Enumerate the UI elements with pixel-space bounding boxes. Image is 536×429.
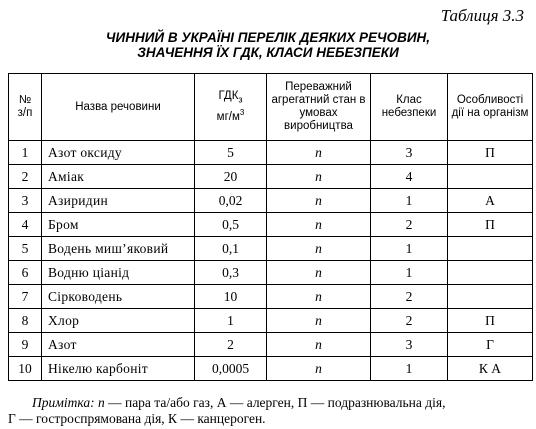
cell-effect: К А	[448, 357, 533, 381]
cell-pdk-value: 0,02	[195, 189, 267, 213]
header-pdk-unit-exponent: 3	[239, 108, 245, 118]
cell-aggregate-state: п	[267, 141, 371, 165]
cell-number: 5	[9, 237, 42, 261]
cell-number: 6	[9, 261, 42, 285]
cell-number: 9	[9, 333, 42, 357]
header-number-abbr: з/п	[17, 107, 33, 119]
cell-substance-name: Сірководень	[42, 285, 195, 309]
table-row	[9, 357, 533, 381]
header-pdk	[195, 74, 267, 141]
cell-substance-name: Азиридин	[42, 189, 195, 213]
cell-aggregate-state: п	[267, 261, 371, 285]
cell-hazard-class: 4	[371, 165, 448, 189]
cell-hazard-class: 2	[371, 309, 448, 333]
cell-substance-name: Нікелю карбоніт	[42, 357, 195, 381]
cell-substance-name: Азот	[42, 333, 195, 357]
table-row	[9, 333, 533, 357]
cell-aggregate-state: п	[267, 309, 371, 333]
cell-substance-name: Водень миш’яковий	[42, 237, 195, 261]
cell-number: 4	[9, 213, 42, 237]
cell-number: 3	[9, 189, 42, 213]
header-pdk-subscript: з	[238, 94, 243, 105]
cell-substance-name: Аміак	[42, 165, 195, 189]
table-row	[9, 165, 533, 189]
cell-number: 2	[9, 165, 42, 189]
cell-pdk-value: 10	[195, 285, 267, 309]
header-number	[9, 74, 42, 141]
cell-aggregate-state: п	[267, 333, 371, 357]
substances-table	[8, 73, 533, 381]
cell-aggregate-state: п	[267, 357, 371, 381]
cell-effect	[448, 165, 533, 189]
cell-hazard-class: 1	[371, 261, 448, 285]
cell-aggregate-state: п	[267, 213, 371, 237]
cell-hazard-class: 2	[371, 213, 448, 237]
cell-number: 10	[9, 357, 42, 381]
footnote	[8, 395, 532, 427]
table-title	[0, 30, 536, 60]
table-row	[9, 189, 533, 213]
table-row	[9, 285, 533, 309]
title-line-1: ЧИННИЙ В УКРАЇНІ ПЕРЕЛІК ДЕЯКИХ РЕЧОВИН,	[105, 30, 431, 45]
table-row	[9, 237, 533, 261]
cell-effect: П	[448, 213, 533, 237]
cell-number: 1	[9, 141, 42, 165]
cell-pdk-value: 0,3	[195, 261, 267, 285]
cell-number: 7	[9, 285, 42, 309]
header-class: Клас небезпеки	[371, 74, 448, 141]
cell-pdk-value: 20	[195, 165, 267, 189]
header-row	[9, 74, 533, 141]
header-number-symbol: №	[18, 94, 32, 106]
cell-substance-name: Хлор	[42, 309, 195, 333]
cell-aggregate-state: п	[267, 285, 371, 309]
cell-hazard-class: 2	[371, 285, 448, 309]
title-line-2: ЗНАЧЕННЯ ЇХ ГДК, КЛАСИ НЕБЕЗПЕКИ	[137, 45, 399, 60]
cell-pdk-value: 5	[195, 141, 267, 165]
cell-hazard-class: 3	[371, 141, 448, 165]
cell-aggregate-state: п	[267, 165, 371, 189]
cell-effect: П	[448, 141, 533, 165]
footnote-symbol: п	[97, 395, 105, 410]
cell-hazard-class: 1	[371, 189, 448, 213]
cell-substance-name: Бром	[42, 213, 195, 237]
cell-hazard-class: 3	[371, 333, 448, 357]
header-pdk-unit: мг/м	[216, 111, 240, 124]
cell-effect	[448, 285, 533, 309]
cell-effect: Г	[448, 333, 533, 357]
cell-pdk-value: 0,5	[195, 213, 267, 237]
table-row	[9, 309, 533, 333]
table-row	[9, 141, 533, 165]
cell-pdk-value: 0,0005	[195, 357, 267, 381]
cell-effect	[448, 237, 533, 261]
cell-hazard-class: 1	[371, 237, 448, 261]
table-row	[9, 261, 533, 285]
cell-pdk-value: 1	[195, 309, 267, 333]
header-state: Переважний агрегатний стан в умовах виробництва	[267, 74, 371, 141]
footnote-label: Примітка:	[32, 395, 95, 410]
table-number-label: Таблиця 3.3	[440, 6, 524, 25]
cell-pdk-value: 2	[195, 333, 267, 357]
header-name: Назва речовини	[42, 74, 195, 141]
table-row	[9, 213, 533, 237]
cell-effect	[448, 261, 533, 285]
header-pdk-label: ГДК	[218, 89, 239, 102]
cell-substance-name: Водню ціанід	[42, 261, 195, 285]
header-effects: Особливості дії на організм	[448, 74, 533, 141]
cell-number: 8	[9, 309, 42, 333]
cell-aggregate-state: п	[267, 189, 371, 213]
cell-effect: А	[448, 189, 533, 213]
cell-hazard-class: 1	[371, 357, 448, 381]
cell-substance-name: Азот оксиду	[42, 141, 195, 165]
cell-effect: П	[448, 309, 533, 333]
cell-aggregate-state: п	[267, 237, 371, 261]
footnote-text-line-2: Г — гостроспрямована дія, К — канцероген.	[8, 411, 266, 426]
footnote-text-line-1: — пара та/або газ, А — алерген, П — подразнювальна дія,	[104, 395, 446, 410]
cell-pdk-value: 0,1	[195, 237, 267, 261]
